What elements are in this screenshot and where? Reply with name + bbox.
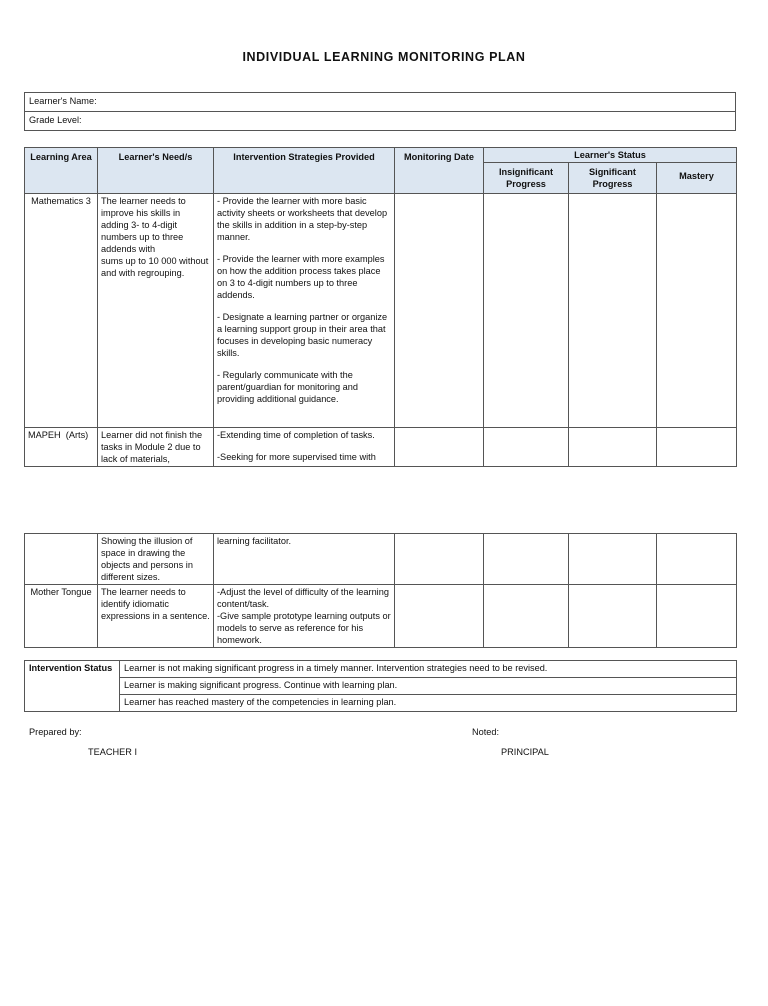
principal-label: PRINCIPAL bbox=[501, 747, 549, 757]
strategy-cell bbox=[214, 428, 395, 467]
status-item: Learner is making significant progress. Continue with learning plan. bbox=[120, 678, 737, 695]
table-row bbox=[25, 194, 737, 428]
prepared-by-label: Prepared by: bbox=[29, 727, 82, 737]
teacher-label: TEACHER I bbox=[88, 747, 138, 757]
significant-cell bbox=[569, 428, 657, 467]
significant-cell bbox=[569, 194, 657, 428]
insignificant-cell bbox=[484, 585, 569, 648]
table-row bbox=[25, 585, 737, 648]
significant-cell bbox=[569, 534, 657, 585]
area-cell: MAPEH (Arts) bbox=[25, 428, 98, 467]
insignificant-cell bbox=[484, 194, 569, 428]
need-cell: The learner needs to identify idiomatic expressions in a sentence. bbox=[98, 585, 214, 648]
monitoring-date-cell bbox=[395, 534, 484, 585]
mastery-cell bbox=[657, 194, 737, 428]
monitoring-date-cell bbox=[395, 585, 484, 648]
learner-info-table bbox=[24, 92, 736, 131]
insignificant-cell bbox=[484, 428, 569, 467]
intervention-status-label: Intervention Status bbox=[25, 661, 120, 712]
strategy-item: - Provide the learner with more examples on how the addition process takes place on 3 to 4-digit numbers up to three addends. bbox=[217, 254, 385, 300]
strategy-item: - Provide the learner with more basic activity sheets or worksheets that develop the skills in addition in a step-by-step manner. bbox=[217, 196, 388, 242]
insignificant-cell bbox=[484, 534, 569, 585]
page-title: INDIVIDUAL LEARNING MONITORING PLAN bbox=[242, 50, 526, 64]
need-cell: Showing the illusion of space in drawing the objects and persons in different sizes. bbox=[98, 534, 214, 585]
learner-name-label: Learner's Name: bbox=[25, 93, 736, 112]
need-cell: The learner needs to improve his skills in adding 3- to 4-digit numbers up to three addends with sums up to 10 000 without and with regrouping. bbox=[98, 194, 214, 428]
strategy-item: - Regularly communicate with the parent/guardian for monitoring and providing additional guidance. bbox=[217, 370, 358, 404]
monitoring-date-cell bbox=[395, 194, 484, 428]
intervention-status-table bbox=[24, 660, 737, 712]
area-cell: Mother Tongue bbox=[25, 585, 98, 648]
header-learning-area: Learning Area bbox=[25, 148, 98, 194]
status-item: Learner is not making significant progress in a timely manner. Intervention strategies need to be revised. bbox=[120, 661, 737, 678]
header-learners-status: Learner's Status bbox=[484, 148, 737, 163]
significant-cell bbox=[569, 585, 657, 648]
strategy-cell bbox=[214, 194, 395, 428]
area-cell bbox=[25, 534, 98, 585]
table-row bbox=[25, 534, 737, 585]
mastery-cell bbox=[657, 428, 737, 467]
monitoring-table-continued bbox=[24, 533, 737, 648]
mastery-cell bbox=[657, 585, 737, 648]
strategy-cell: learning facilitator. bbox=[214, 534, 395, 585]
mastery-cell bbox=[657, 534, 737, 585]
header-monitoring-date: Monitoring Date bbox=[395, 148, 484, 194]
header-strategies: Intervention Strategies Provided bbox=[214, 148, 395, 194]
header-significant: Significant Progress bbox=[569, 163, 657, 194]
monitoring-date-cell bbox=[395, 428, 484, 467]
monitoring-table bbox=[24, 147, 737, 467]
strategy-item: -Seeking for more supervised time with bbox=[217, 452, 376, 462]
header-insignificant: Insignificant Progress bbox=[484, 163, 569, 194]
header-mastery: Mastery bbox=[657, 163, 737, 194]
strategy-item: - Designate a learning partner or organize a learning support group in their area that focuses in developing basic numeracy skills. bbox=[217, 312, 388, 358]
strategy-item: -Extending time of completion of tasks. bbox=[217, 430, 375, 440]
need-cell: Learner did not finish the tasks in Module 2 due to lack of materials, bbox=[98, 428, 214, 467]
table-row bbox=[25, 428, 737, 467]
grade-level-label: Grade Level: bbox=[25, 112, 736, 131]
strategy-cell: -Adjust the level of difficulty of the learning content/task. -Give sample prototype learning outputs or models to serve as reference for his homework. bbox=[214, 585, 395, 648]
noted-label: Noted: bbox=[472, 727, 500, 737]
area-cell: Mathematics 3 bbox=[25, 194, 98, 428]
header-needs: Learner's Need/s bbox=[98, 148, 214, 194]
status-item: Learner has reached mastery of the competencies in learning plan. bbox=[120, 695, 737, 712]
